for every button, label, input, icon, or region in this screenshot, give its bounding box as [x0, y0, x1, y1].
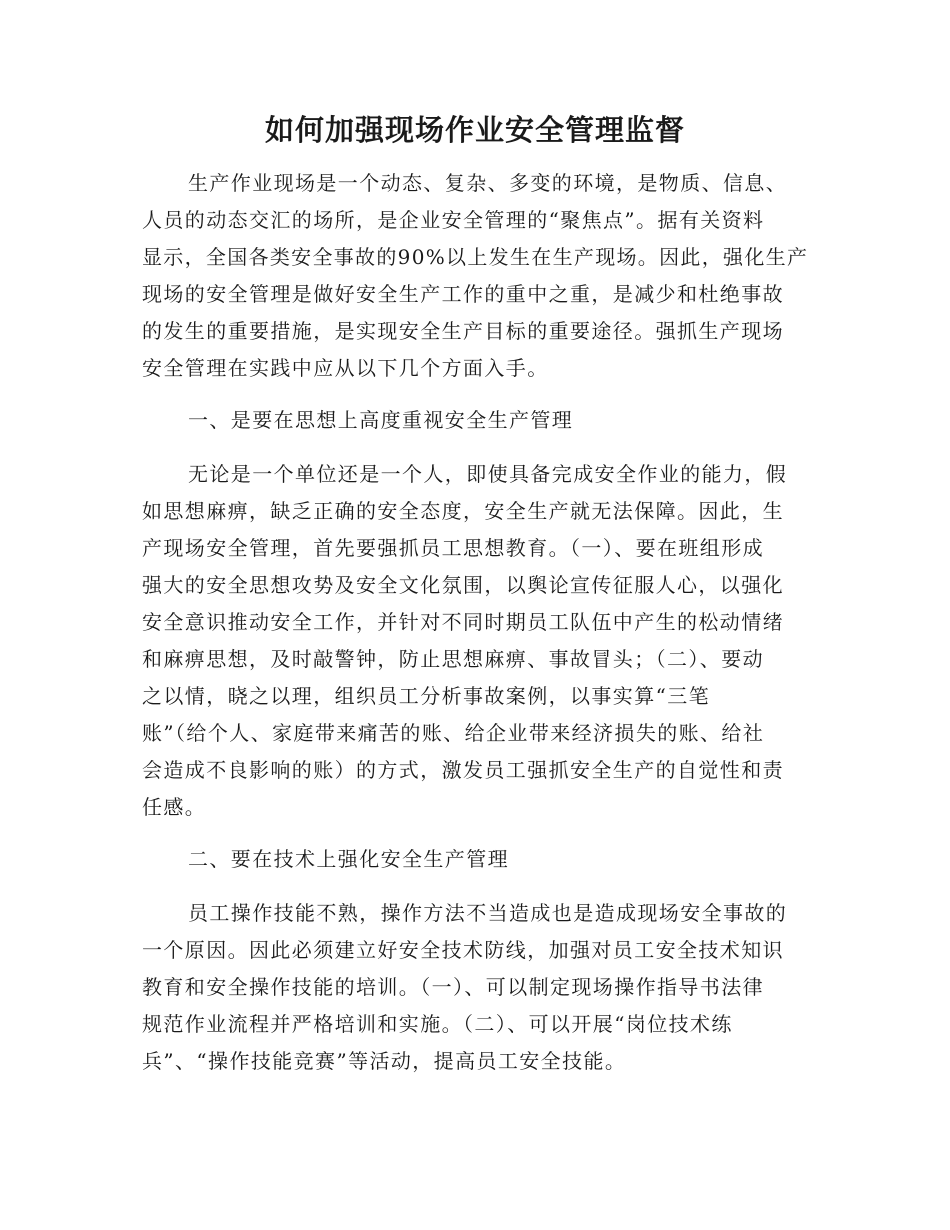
- document-title: 如何加强现场作业安全管理监督: [264, 113, 685, 147]
- paragraph-line: 的发生的重要措施，是实现安全生产目标的重要途径。强抓生产现场: [142, 319, 784, 343]
- paragraph-line: 如思想麻痹，缺乏正确的安全态度，安全生产就无法保障。因此，生: [142, 499, 784, 523]
- paragraph-line: 安全管理在实践中应从以下几个方面入手。: [142, 356, 549, 380]
- paragraph-line: 教育和安全操作技能的培训。（一）、可以制定现场操作指导书法律: [142, 975, 764, 999]
- paragraph-line: 产现场安全管理，首先要强抓员工思想教育。（一）、要在班组形成: [142, 536, 764, 560]
- paragraph-line: 账”（给个人、家庭带来痛苦的账、给企业带来经济损失的账、给社: [142, 721, 765, 745]
- paragraph-line: 和麻痹思想，及时敲警钟，防止思想麻痹、事故冒头；（二）、要动: [142, 647, 764, 671]
- paragraph-line: 会造成不良影响的账）的方式，激发员工强抓安全生产的自觉性和责: [142, 758, 784, 782]
- paragraph-line: 人员的动态交汇的场所，是企业安全管理的“聚焦点”。据有关资料: [142, 208, 765, 232]
- section-heading: 一、是要在思想上高度重视安全生产管理: [188, 408, 574, 432]
- paragraph-line: 一个原因。因此必须建立好安全技术防线，加强对员工安全技术知识: [142, 938, 784, 962]
- paragraph-line: 强大的安全思想攻势及安全文化氛围，以舆论宣传征服人心，以强化: [142, 573, 784, 597]
- paragraph-line: 安全意识推动安全工作，并针对不同时期员工队伍中产生的松动情绪: [142, 610, 784, 634]
- paragraph-line: 现场的安全管理是做好安全生产工作的重中之重，是减少和杜绝事故: [142, 282, 784, 306]
- paragraph-line: 之以情，晓之以理，组织员工分析事故案例，以事实算“三笔: [142, 684, 711, 708]
- section-heading: 二、要在技术上强化安全生产管理: [188, 847, 509, 871]
- paragraph-line: 规范作业流程并严格培训和实施。（二）、可以开展“岗位技术练: [142, 1012, 733, 1036]
- paragraph-line: 兵”、“操作技能竞赛”等活动，提高员工安全技能。: [142, 1049, 627, 1073]
- paragraph-line: 生产作业现场是一个动态、复杂、多变的环境，是物质、信息、: [188, 171, 788, 195]
- paragraph-line: 任感。: [142, 795, 207, 819]
- paragraph-line: 员工操作技能不熟，操作方法不当造成也是造成现场安全事故的: [188, 901, 788, 925]
- paragraph-line: 无论是一个单位还是一个人，即使具备完成安全作业的能力，假: [188, 462, 788, 486]
- paragraph-line: 显示，全国各类安全事故的90%以上发生在生产现场。因此，强化生产: [142, 245, 809, 269]
